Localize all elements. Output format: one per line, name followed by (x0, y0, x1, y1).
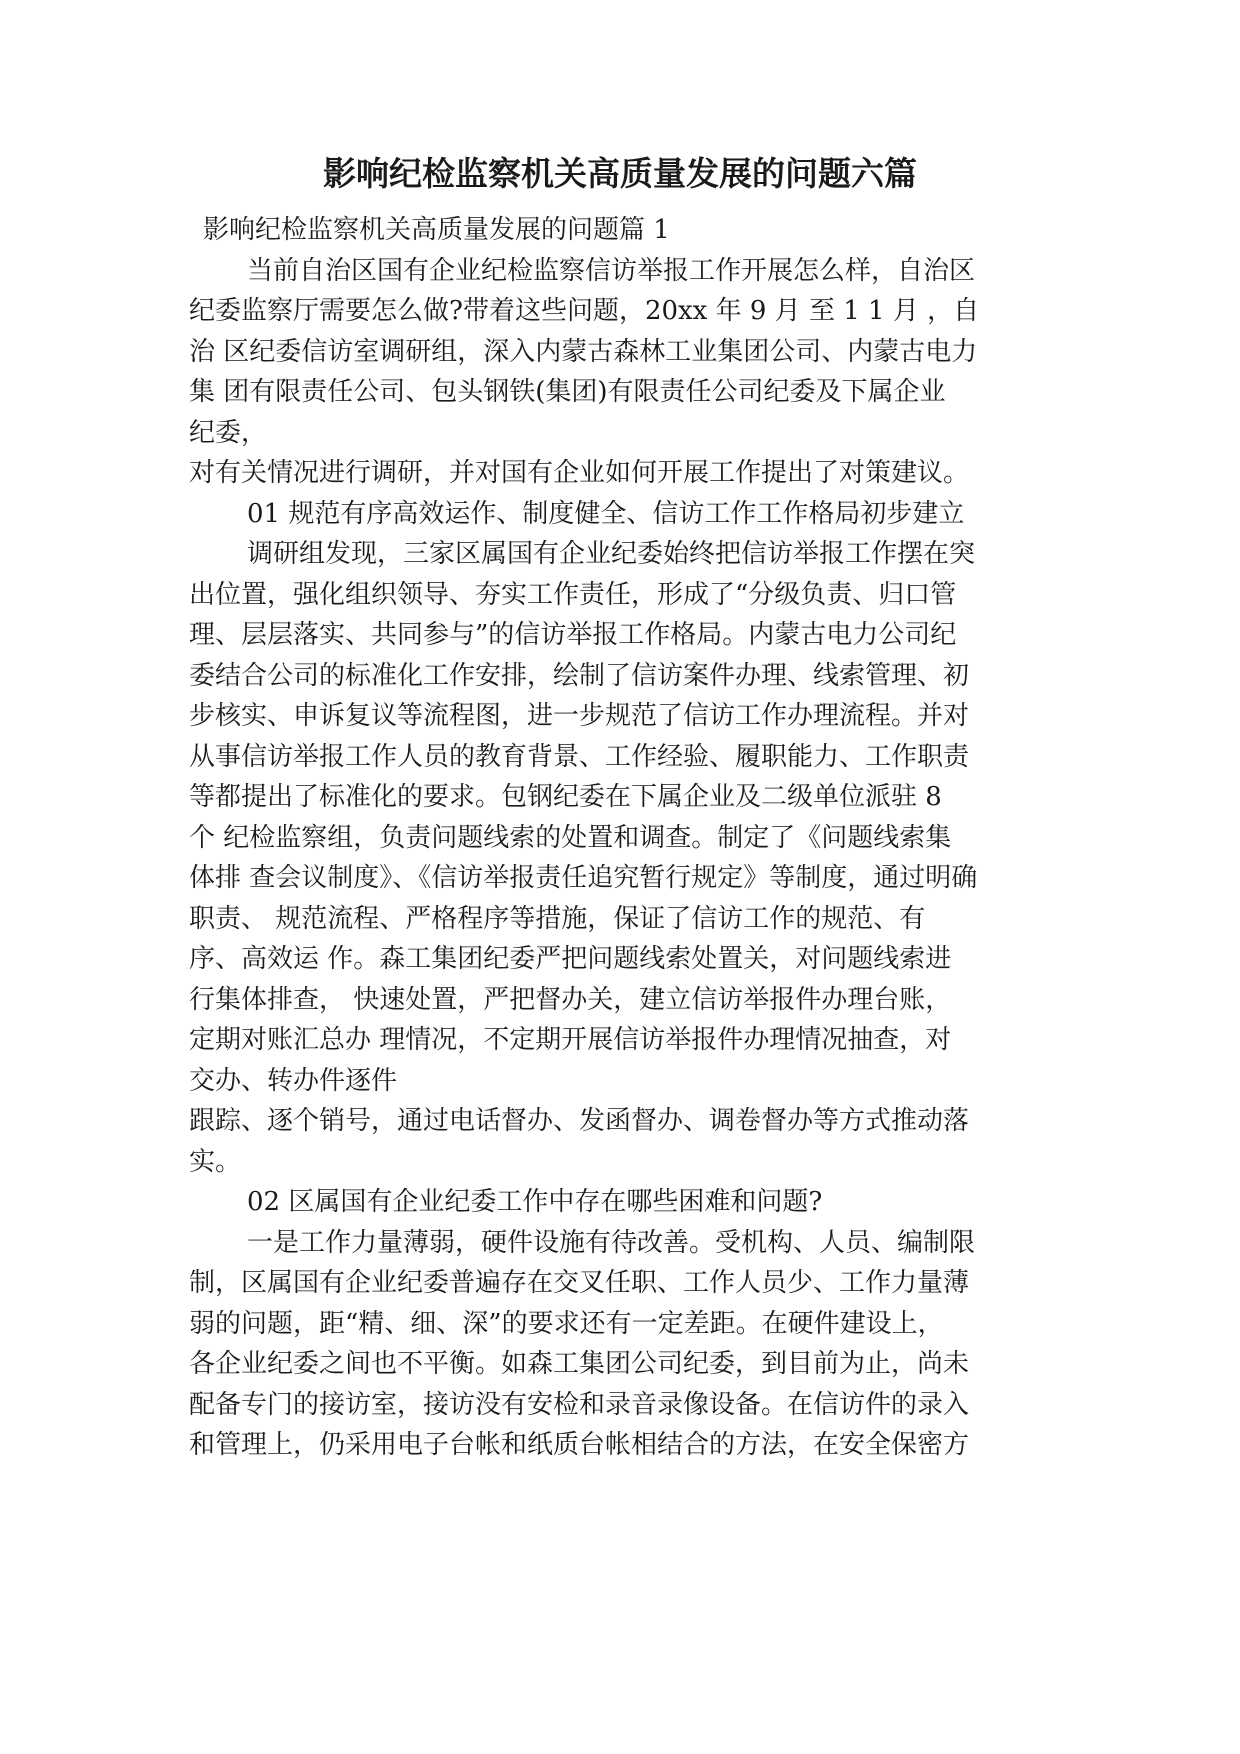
paragraph-line: 交办、转办件逐件 (189, 1065, 398, 1096)
subheading: 01 规范有序高效运作、制度健全、信访工作工作格局初步建立 (247, 498, 965, 529)
paragraph-line: 对有关情况进行调研，并对国有企业如何开展工作提出了对策建议。 (189, 458, 970, 488)
paragraph-line: 集 团有限责任公司、包头钢铁(集团)有限责任公司纪委及下属企业 (189, 377, 946, 407)
paragraph-line: 委结合公司的标准化工作安排，绘制了信访案件办理、线索管理、初 (189, 660, 970, 691)
paragraph-line: 当前自治区国有企业纪检监察信访举报工作开展怎么样，自治区 (247, 255, 976, 286)
paragraph-line: 行集体排查， 快速处置，严把督办关，建立信访举报件办理台账， (189, 984, 952, 1015)
paragraph-line: 各企业纪委之间也不平衡。如森工集团公司纪委，到目前为止，尚未 (189, 1349, 970, 1379)
paragraph-line: 体排 查会议制度》、《信访举报责任追究暂行规定》等制度，通过明确 (189, 863, 978, 893)
paragraph-line: 跟踪、逐个销号，通过电话督办、发函督办、调卷督办等方式推动落 (189, 1106, 970, 1136)
paragraph-line: 纪委， (189, 417, 268, 448)
paragraph-line: 一是工作力量薄弱，硬件设施有待改善。受机构、人员、编制限 (247, 1227, 976, 1258)
paragraph-line: 制，区属国有企业纪委普遍存在交叉任职、工作人员少、工作力量薄 (189, 1268, 970, 1298)
paragraph-line: 从事信访举报工作人员的教育背景、工作经验、履职能力、工作职责 (189, 741, 970, 772)
paragraph-line: 弱的问题，距“精、细、深”的要求还有一定差距。在硬件建设上， (189, 1308, 944, 1339)
document-body (189, 210, 1089, 1466)
paragraph-line: 实。 (189, 1146, 242, 1177)
paragraph-line: 出位置，强化组织领导、夯实工作责任，形成了“分级负责、归口管 (189, 579, 957, 610)
paragraph-line: 定期对账汇总办 理情况，不定期开展信访举报件办理情况抽查，对 (189, 1025, 952, 1055)
paragraph-line: 配备专门的接访室，接访没有安检和录音录像设备。在信访件的录入 (189, 1389, 970, 1420)
paragraph-line: 等都提出了标准化的要求。包钢纪委在下属企业及二级单位派驻 8 (189, 782, 942, 812)
paragraph-line: 步核实、申诉复议等流程图，进一步规范了信访工作办理流程。并对 (189, 701, 970, 731)
document-title: 影响纪检监察机关高质量发展的问题六篇 (323, 154, 917, 193)
paragraph-line: 纪委监察厅需要怎么做?带着这些问题，20xx 年 9 月 至 1 1 月 ，自 (189, 296, 980, 326)
paragraph-line: 理、层层落实、共同参与”的信访举报工作格局。内蒙古电力公司纪 (189, 620, 957, 650)
subheading: 02 区属国有企业纪委工作中存在哪些困难和问题? (247, 1187, 823, 1217)
section-heading: 影响纪检监察机关高质量发展的问题篇 1 (203, 215, 670, 245)
paragraph-line: 调研组发现，三家区属国有企业纪委始终把信访举报工作摆在突 (247, 539, 976, 569)
paragraph-line: 序、高效运 作。森工集团纪委严把问题线索处置关，对问题线索进 (189, 944, 952, 974)
paragraph-line: 治 区纪委信访室调研组，深入内蒙古森林工业集团公司、内蒙古电力 (189, 336, 978, 367)
paragraph-line: 和管理上，仍采用电子台帐和纸质台帐相结合的方法，在安全保密方 (189, 1430, 970, 1460)
paragraph-line: 个 纪检监察组，负责问题线索的处置和调查。制定了《问题线索集 (189, 822, 952, 853)
paragraph-line: 职责、 规范流程、严格程序等措施，保证了信访工作的规范、有 (189, 903, 926, 934)
